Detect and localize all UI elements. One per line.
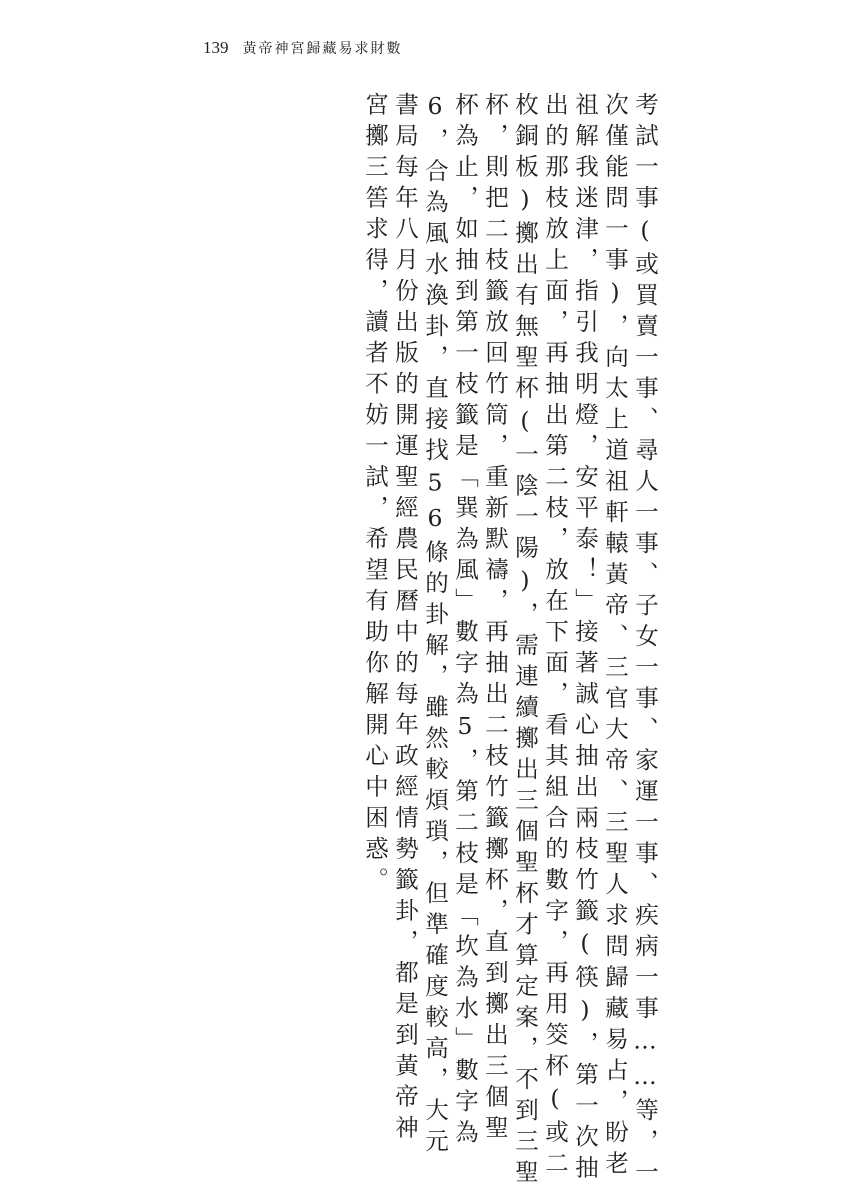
page-number: 139 (203, 38, 229, 57)
text-column-2: 次僅能問一事)，向太上道祖軒轅黃帝、三官大帝、三聖人求問歸藏易占，盼老 (601, 92, 629, 1182)
text-column-4: 出的那枝放上面，再抽出第二枝，放在下面，看其組合的數字，再用筊杯(或二 (541, 92, 569, 1182)
text-column-3: 祖解我迷津，指引我明燈，安平泰！」接著誠心抽出兩枝竹籤(筷)，第一次抽 (571, 92, 599, 1186)
text-column-8: 6，合為風水渙卦，直接找56條的卦解，雖然較煩瑣，但準確度較高，大元 (421, 92, 449, 1160)
text-column-1: 考試一事(或買賣一事、尋人一事、子女一事、家運一事、疾病一事……等，一 (631, 92, 659, 1191)
text-column-9: 書局每年八月份出版的開運聖經農民曆中的每年政經情勢籤卦，都是到黃帝神 (391, 92, 419, 1146)
body-text (360, 92, 660, 1191)
text-column-6: 杯，則把二枝籤放回竹筒，重新默禱，再抽出二枝竹籤擲杯，直到擲出三個聖 (481, 92, 509, 1146)
text-column-5: 枚銅板)擲出有無聖杯(一陰一陽)，需連續擲出三個聖杯才算定案，不到三聖 (511, 92, 539, 1191)
running-header (203, 38, 403, 58)
text-column-7: 杯為止，如抽到第一枝籤是「巽為風」數字為5，第二枝是「坎為水」數字為 (451, 92, 479, 1151)
text-column-10: 宮擲三筶求得，讀者不妨一試，希望有助你解開心中困惑。 (361, 92, 389, 898)
book-title: 黃帝神宮歸藏易求財數 (242, 41, 403, 57)
